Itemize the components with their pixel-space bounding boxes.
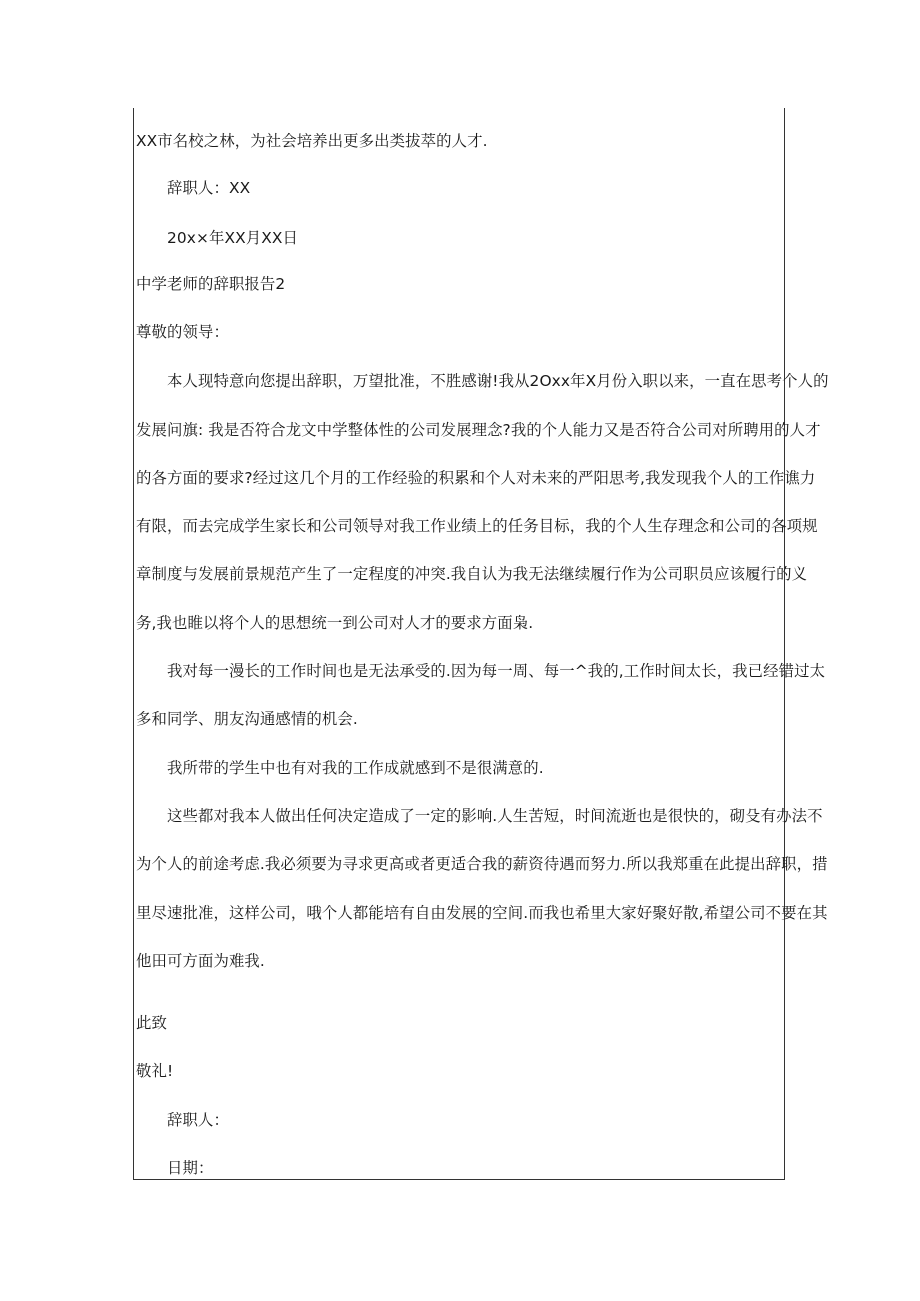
closing-date: 20x×年XX月XX日 — [167, 229, 299, 247]
paragraph-line: 为个人的前途考虑.我必须要为寻求更高或者更适合我的薪资待遇而努力.所以我郑重在此提出辞职，措 — [136, 855, 828, 873]
closing-phrase: 此致 — [136, 1014, 167, 1032]
section-title: 中学老师的辞职报告2 — [136, 275, 286, 293]
document-frame — [133, 108, 785, 1180]
paragraph-line: 里尽速批准，这样公司，哦个人都能培有自由发展的空间.而我也希里大家好聚好散,希望公司不要在其 — [136, 904, 828, 922]
paragraph-line: 我所带的学生中也有对我的工作成就感到不是很满意的. — [167, 759, 544, 777]
closing-line-1: XX市名校之林，为社会培养出更多出类拔萃的人才. — [136, 132, 488, 150]
closing-signer: 辞职人：XX — [167, 179, 251, 197]
regards: 敬礼! — [136, 1062, 174, 1080]
paragraph-line: 务,我也睢以将个人的思想统一到公司对人才的要求方面枭. — [136, 614, 534, 632]
date-label: 日期： — [167, 1159, 214, 1177]
paragraph-line: 多和同学、朋友沟通感情的机会. — [136, 710, 358, 728]
paragraph-line: 的各方面的要求?经过这几个月的工作经验的积累和个人对未来的严阳思考,我发现我个人的工作谯力 — [136, 469, 816, 487]
paragraph-line: 发展问旗: 我是否符合龙文中学整体性的公司发展理念?我的个人能力又是否符合公司对所聘用的人才 — [136, 421, 821, 439]
paragraph-line: 我对每一漫长的工作时间也是无法承受的.因为每一周、每一^我的,工作时间太长，我已经错过太 — [167, 662, 826, 680]
signer-label: 辞职人： — [167, 1111, 229, 1129]
paragraph-line: 章制度与发展前景规范产生了一定程度的冲突.我自认为我无法继续履行作为公司职员应该履行的义 — [136, 565, 808, 583]
paragraph-line: 本人现特意向您提出辞职，万望批准，不胜感谢!我从2Oxx年X月份入职以来，一直在思考个人的 — [167, 372, 829, 390]
paragraph-line: 有限，而去完成学生家长和公司领导对我工作业绩上的任务目标，我的个人生存理念和公司的各项规 — [136, 517, 818, 535]
paragraph-line: 他田可方面为难我. — [136, 952, 265, 970]
paragraph-line: 这些都对我本人做出任何决定造成了一定的影响.人生苦短，时间流逝也是很快的，砌殳有办法不 — [167, 807, 823, 825]
salutation: 尊敬的领导： — [136, 323, 229, 341]
